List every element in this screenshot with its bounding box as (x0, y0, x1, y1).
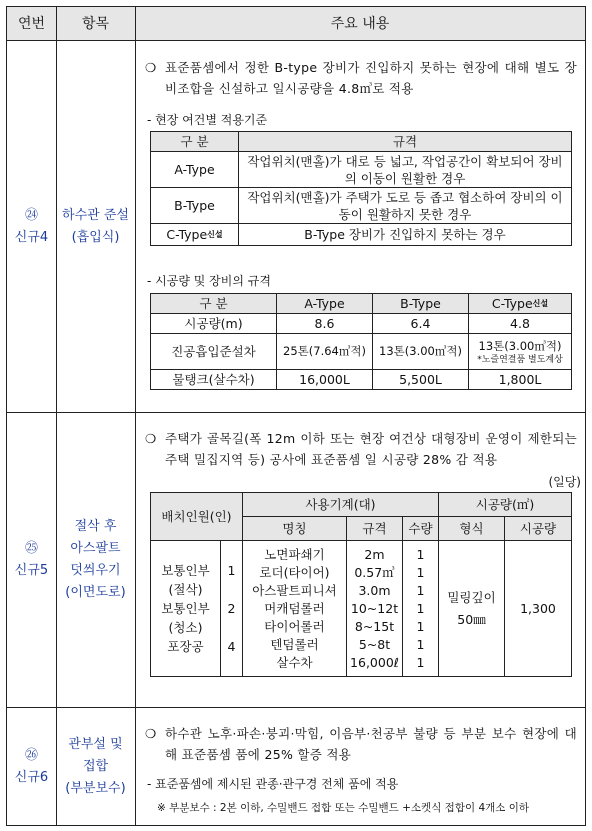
item-line: (부분보수) (65, 781, 126, 796)
t3-equip-specs (347, 541, 403, 677)
t2-cell: 4.8 (469, 314, 572, 334)
row-number-label: 신규5 (14, 562, 49, 578)
staff-item: (청소) (168, 620, 203, 635)
t3-header-name: 명칭 (243, 517, 347, 541)
equip-qty: 1 (416, 654, 425, 670)
t1-cell: B-Type 장비가 진입하지 못하는 경우 (239, 224, 572, 246)
output-equipment-table (150, 293, 572, 390)
t3-equip-qty (403, 541, 439, 677)
t2-cell: 5,500L (373, 370, 469, 390)
t1-header-spec: 규격 (239, 132, 572, 152)
t3-header-amount: 시공량 (505, 517, 572, 541)
staff-count: 2 (227, 601, 236, 616)
t2-header: 구 분 (151, 294, 277, 314)
row-content-24 (135, 41, 585, 412)
type-line: 밀링깊이 (447, 589, 496, 605)
row3-paragraph (145, 723, 577, 765)
equip-name: 아스팔트피니셔 (252, 582, 337, 598)
equip-qty: 1 (416, 564, 425, 580)
t3-staff-list (151, 541, 221, 677)
t2-cell: 진공흡입준설차 (151, 334, 277, 370)
equip-qty: 1 (416, 636, 425, 652)
equip-name: 로더(타이어) (259, 564, 330, 580)
t3-header-qty: 수량 (403, 517, 439, 541)
row-content-26 (135, 707, 585, 827)
equip-spec: 16,000ℓ (350, 654, 399, 670)
t3-header-equip: 사용기계(대) (243, 493, 439, 517)
ctype-equip-note: *노즐연결품 별도계상 (477, 354, 563, 365)
header-item: 항목 (81, 16, 110, 32)
equip-qty: 1 (416, 600, 425, 616)
row-item-26 (56, 707, 135, 827)
staff-count: 1 (227, 563, 236, 578)
t2-cell: 25톤(7.64㎥적) (277, 334, 373, 370)
t2-cell: 시공량(m) (151, 314, 277, 334)
equip-name: 머캐덤롤러 (264, 600, 325, 616)
row-number-circle: ㉖ (24, 748, 38, 763)
t1-cell-ctype (151, 224, 239, 246)
equip-qty: 1 (416, 582, 425, 598)
row2-paragraph (145, 428, 577, 470)
row-content-25 (135, 412, 585, 707)
t3-header-spec: 규격 (347, 517, 403, 541)
row-number-26 (7, 707, 56, 827)
row-number-label: 신규4 (14, 229, 49, 245)
t1-header-category: 구 분 (151, 132, 239, 152)
staff-item: 포장공 (167, 639, 204, 654)
staff-item: 보통인부 (161, 563, 210, 578)
type-line: 50㎜ (457, 611, 486, 627)
item-line: 절삭 후 (74, 518, 117, 534)
new-mark: 신설 (207, 230, 223, 239)
bullet-icon: ❍ (145, 726, 157, 741)
row3-subheading: - 표준품셈에 제시된 관종·관구경 전체 품에 적용 (147, 777, 399, 791)
bullet-icon: ❍ (145, 60, 157, 75)
t3-header-type: 형식 (439, 517, 505, 541)
t3-amount-cell: 1,300 (505, 541, 572, 677)
t1-cell: B-Type (151, 188, 239, 224)
t2-cell: 물탱크(살수차) (151, 370, 277, 390)
equip-spec: 0.57㎥ (354, 564, 395, 580)
row2-text: 주택가 골목길(폭 12m 이하 또는 현장 여건상 대형장비 운영이 제한되는 주택 밀집지역 등) 공사에 표준품셈 일 시공량 28% 감 적용 (165, 431, 577, 467)
t3-staff-count (221, 541, 243, 677)
item-line: 관부설 및 (68, 737, 123, 752)
t3-equip-names (243, 541, 347, 677)
equip-name: 살수차 (276, 654, 313, 670)
t1-cell: 작업위치(맨홀)가 주택가 도로 등 좁고 협소하여 장비의 이동이 원활하지 못한 경우 (239, 188, 572, 224)
t1-cell: A-Type (151, 152, 239, 188)
equip-name: 텐덤롤러 (270, 636, 319, 652)
crew-equipment-table (150, 492, 572, 677)
equip-spec: 3.0m (358, 582, 391, 598)
row3-note: ※ 부분보수 : 2본 이하, 수밀밴드 접합 또는 수밀밴드 +소켓식 접합이 4개소 이하 (157, 802, 530, 814)
staff-count: 4 (227, 639, 236, 654)
t2-cell-ctype-equip (469, 334, 572, 370)
row-number-label: 신규6 (14, 770, 49, 785)
row-number-circle: ㉔ (24, 207, 38, 223)
new-mark: 신설 (532, 299, 549, 308)
equip-spec: 8~15t (354, 618, 395, 634)
item-line: 덧씌우기 (70, 562, 121, 578)
unit-label: (일당) (548, 475, 581, 489)
t2-cell: 8.6 (277, 314, 373, 334)
staff-item: 보통인부 (161, 601, 210, 616)
row3-text: 하수관 노후·파손·붕괴·막힘, 이음부·천공부 불량 등 부분 보수 현장에 대해 표준품셈 품에 25% 할증 적용 (165, 726, 577, 762)
t3-header-staff: 배치인원(인) (151, 493, 243, 541)
equip-spec: 5~8t (358, 636, 391, 652)
row1-subheading-output: - 시공량 및 장비의 규격 (147, 274, 271, 288)
staff-item: (절삭) (168, 582, 203, 597)
t3-type-cell (439, 541, 505, 677)
row1-text: 표준품셈에서 정한 B-type 장비가 진입하지 못하는 현장에 대해 별도 장비조합을 신설하고 일시공량을 4.8㎥로 적용 (165, 60, 577, 96)
t1-cell: 작업위치(맨홀)가 대로 등 넓고, 작업공간이 확보되어 장비의 이동이 원활한 경우 (239, 152, 572, 188)
t2-cell: 1,800L (469, 370, 572, 390)
main-table (6, 6, 586, 826)
t2-header: A-Type (277, 294, 373, 314)
type-criteria-table (150, 131, 572, 246)
item-line: (이면도로) (65, 584, 126, 600)
ctype-equip-spec: 13톤(3.00㎥적) (478, 338, 562, 353)
item-line: 하수관 준설 (62, 207, 129, 223)
t2-cell: 16,000L (277, 370, 373, 390)
t2-header: B-Type (373, 294, 469, 314)
equip-spec: 2m (364, 546, 385, 562)
t3-header-output: 시공량(㎡) (439, 493, 572, 517)
equip-spec: 10~12t (350, 600, 399, 616)
ctype-label: C-Type (166, 227, 208, 242)
header-no: 연번 (17, 16, 46, 32)
row-number-circle: ㉕ (24, 540, 38, 556)
table-header (7, 7, 585, 41)
equip-qty: 1 (416, 618, 425, 634)
equip-qty: 1 (416, 546, 425, 562)
row1-subheading-criteria: - 현장 여건별 적용기준 (147, 113, 268, 127)
row1-paragraph (145, 57, 577, 99)
header-content: 주요 내용 (330, 16, 390, 32)
equip-name: 노면파쇄기 (264, 546, 325, 562)
t2-cell: 13톤(3.00㎥적) (373, 334, 469, 370)
item-line: 접합 (82, 759, 109, 774)
row-number-24 (7, 41, 56, 412)
item-line: 아스팔트 (70, 540, 121, 556)
ctype-label: C-Type (491, 296, 533, 311)
row-item-24 (56, 41, 135, 412)
item-line: (흡입식) (71, 229, 120, 245)
row-number-25 (7, 412, 56, 707)
row-item-25 (56, 412, 135, 707)
equip-name: 타이어롤러 (264, 618, 325, 634)
bullet-icon: ❍ (145, 431, 157, 446)
t2-header-ctype (469, 294, 572, 314)
t2-cell: 6.4 (373, 314, 469, 334)
